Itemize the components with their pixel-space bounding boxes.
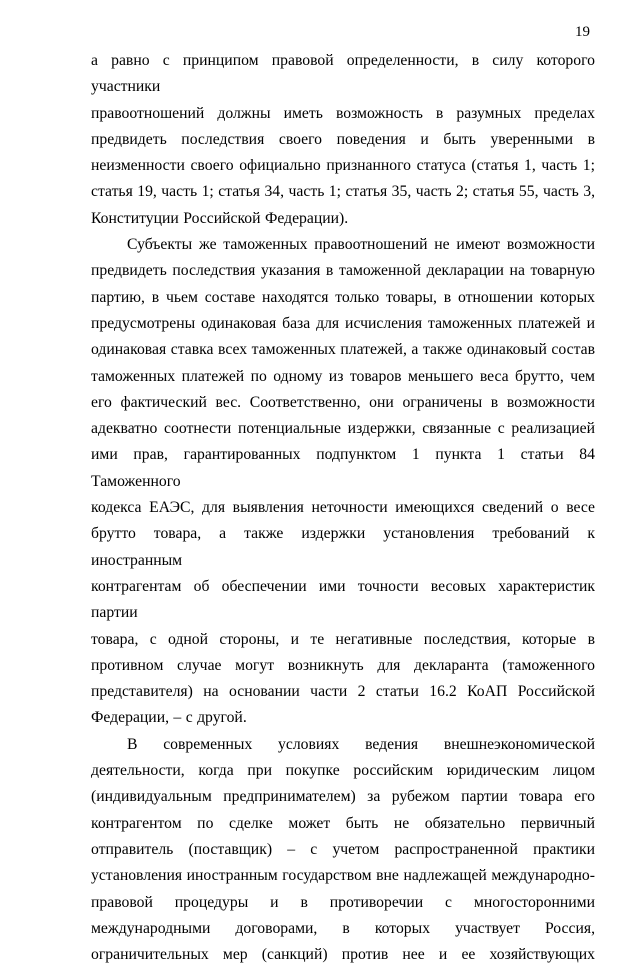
paragraph-2-line-12: контрагентам об обеспечении ими точности весовых характеристик партии <box>91 577 595 622</box>
paragraph-1-line-5: статья 19, часть 1; статья 34, часть 1; статья 35, часть 2; статья 55, часть 3, <box>91 183 595 201</box>
paragraph-3-line-1: В современных условиях ведения внешнеэкономической <box>127 735 595 753</box>
page-number: 19 <box>575 24 590 40</box>
paragraph-1-line-4: неизменности своего официально признанного статуса (статья 1, часть 1; <box>91 157 595 175</box>
paragraph-1-line-1: а равно с принципом правовой определенности, в силу которого участники <box>91 52 595 96</box>
paragraph-2-line-9: ими прав, гарантированных подпунктом 1 пункта 1 статьи 84 Таможенного <box>91 446 595 490</box>
paragraph-2-line-6: таможенных платежей по одному из товаров меньшего веса брутто, чем <box>91 367 595 385</box>
paragraph-1-line-6: Конституции Российской Федерации). <box>91 209 349 227</box>
paragraph-2-line-15: представителя) на основании части 2 статьи 16.2 КоАП Российской <box>91 683 595 701</box>
paragraph-2-line-16: Федерации, – с другой. <box>91 709 247 727</box>
paragraph-3-line-5: отправитель (поставщик) – с учетом распространенной практики <box>91 840 595 858</box>
paragraph-3-line-8: международными договорами, в которых участвует Россия, <box>91 919 595 937</box>
paragraph-3-line-2: деятельности, когда при покупке российским юридическим лицом <box>91 762 595 780</box>
paragraph-3-line-4: контрагентом по сделке может быть не обязательно первичный <box>91 814 595 832</box>
document-body <box>91 48 595 968</box>
paragraph-2-line-2: предвидеть последствия указания в таможенной декларации на товарную <box>91 262 595 280</box>
paragraph-3-line-3: (индивидуальным предпринимателем) за рубежом партии товара его <box>91 788 595 806</box>
paragraph-2-line-5: одинаковая ставка всех таможенных платежей, а также одинаковый состав <box>91 341 595 359</box>
paragraph-2-line-4: предусмотрены одинаковая база для исчисления таможенных платежей и <box>91 314 595 332</box>
paragraph-3-line-9: ограничительных мер (санкций) против нее и ее хозяйствующих <box>91 946 595 964</box>
paragraph-1-line-3: предвидеть последствия своего поведения и быть уверенными в <box>91 130 595 148</box>
paragraph-2-line-8: адекватно соотнести потенциальные издержки, связанные с реализацией <box>91 420 595 438</box>
paragraph-2-line-1: Субъекты же таможенных правоотношений не имеют возможности <box>127 236 595 254</box>
paragraph-2-line-11: брутто товара, а также издержки установления требований к иностранным <box>91 525 595 569</box>
paragraph-3-line-7: правовой процедуры и в противоречии с многосторонними <box>91 893 595 911</box>
paragraph-2-line-3: партию, в чьем составе находятся только товары, в отношении которых <box>91 288 595 306</box>
paragraph-2-line-14: противном случае могут возникнуть для декларанта (таможенного <box>91 656 595 674</box>
paragraph-2-line-13: товара, с одной стороны, и те негативные последствия, которые в <box>91 630 595 648</box>
paragraph-1-line-2: правоотношений должны иметь возможность в разумных пределах <box>91 104 595 122</box>
paragraph-3-line-6: установления иностранным государством вне надлежащей международно- <box>91 867 595 885</box>
paragraph-2-line-10: кодекса ЕАЭС, для выявления неточности имеющихся сведений о весе <box>91 499 595 517</box>
paragraph-2-line-7: его фактический вес. Соответственно, они ограничены в возможности <box>91 393 595 411</box>
